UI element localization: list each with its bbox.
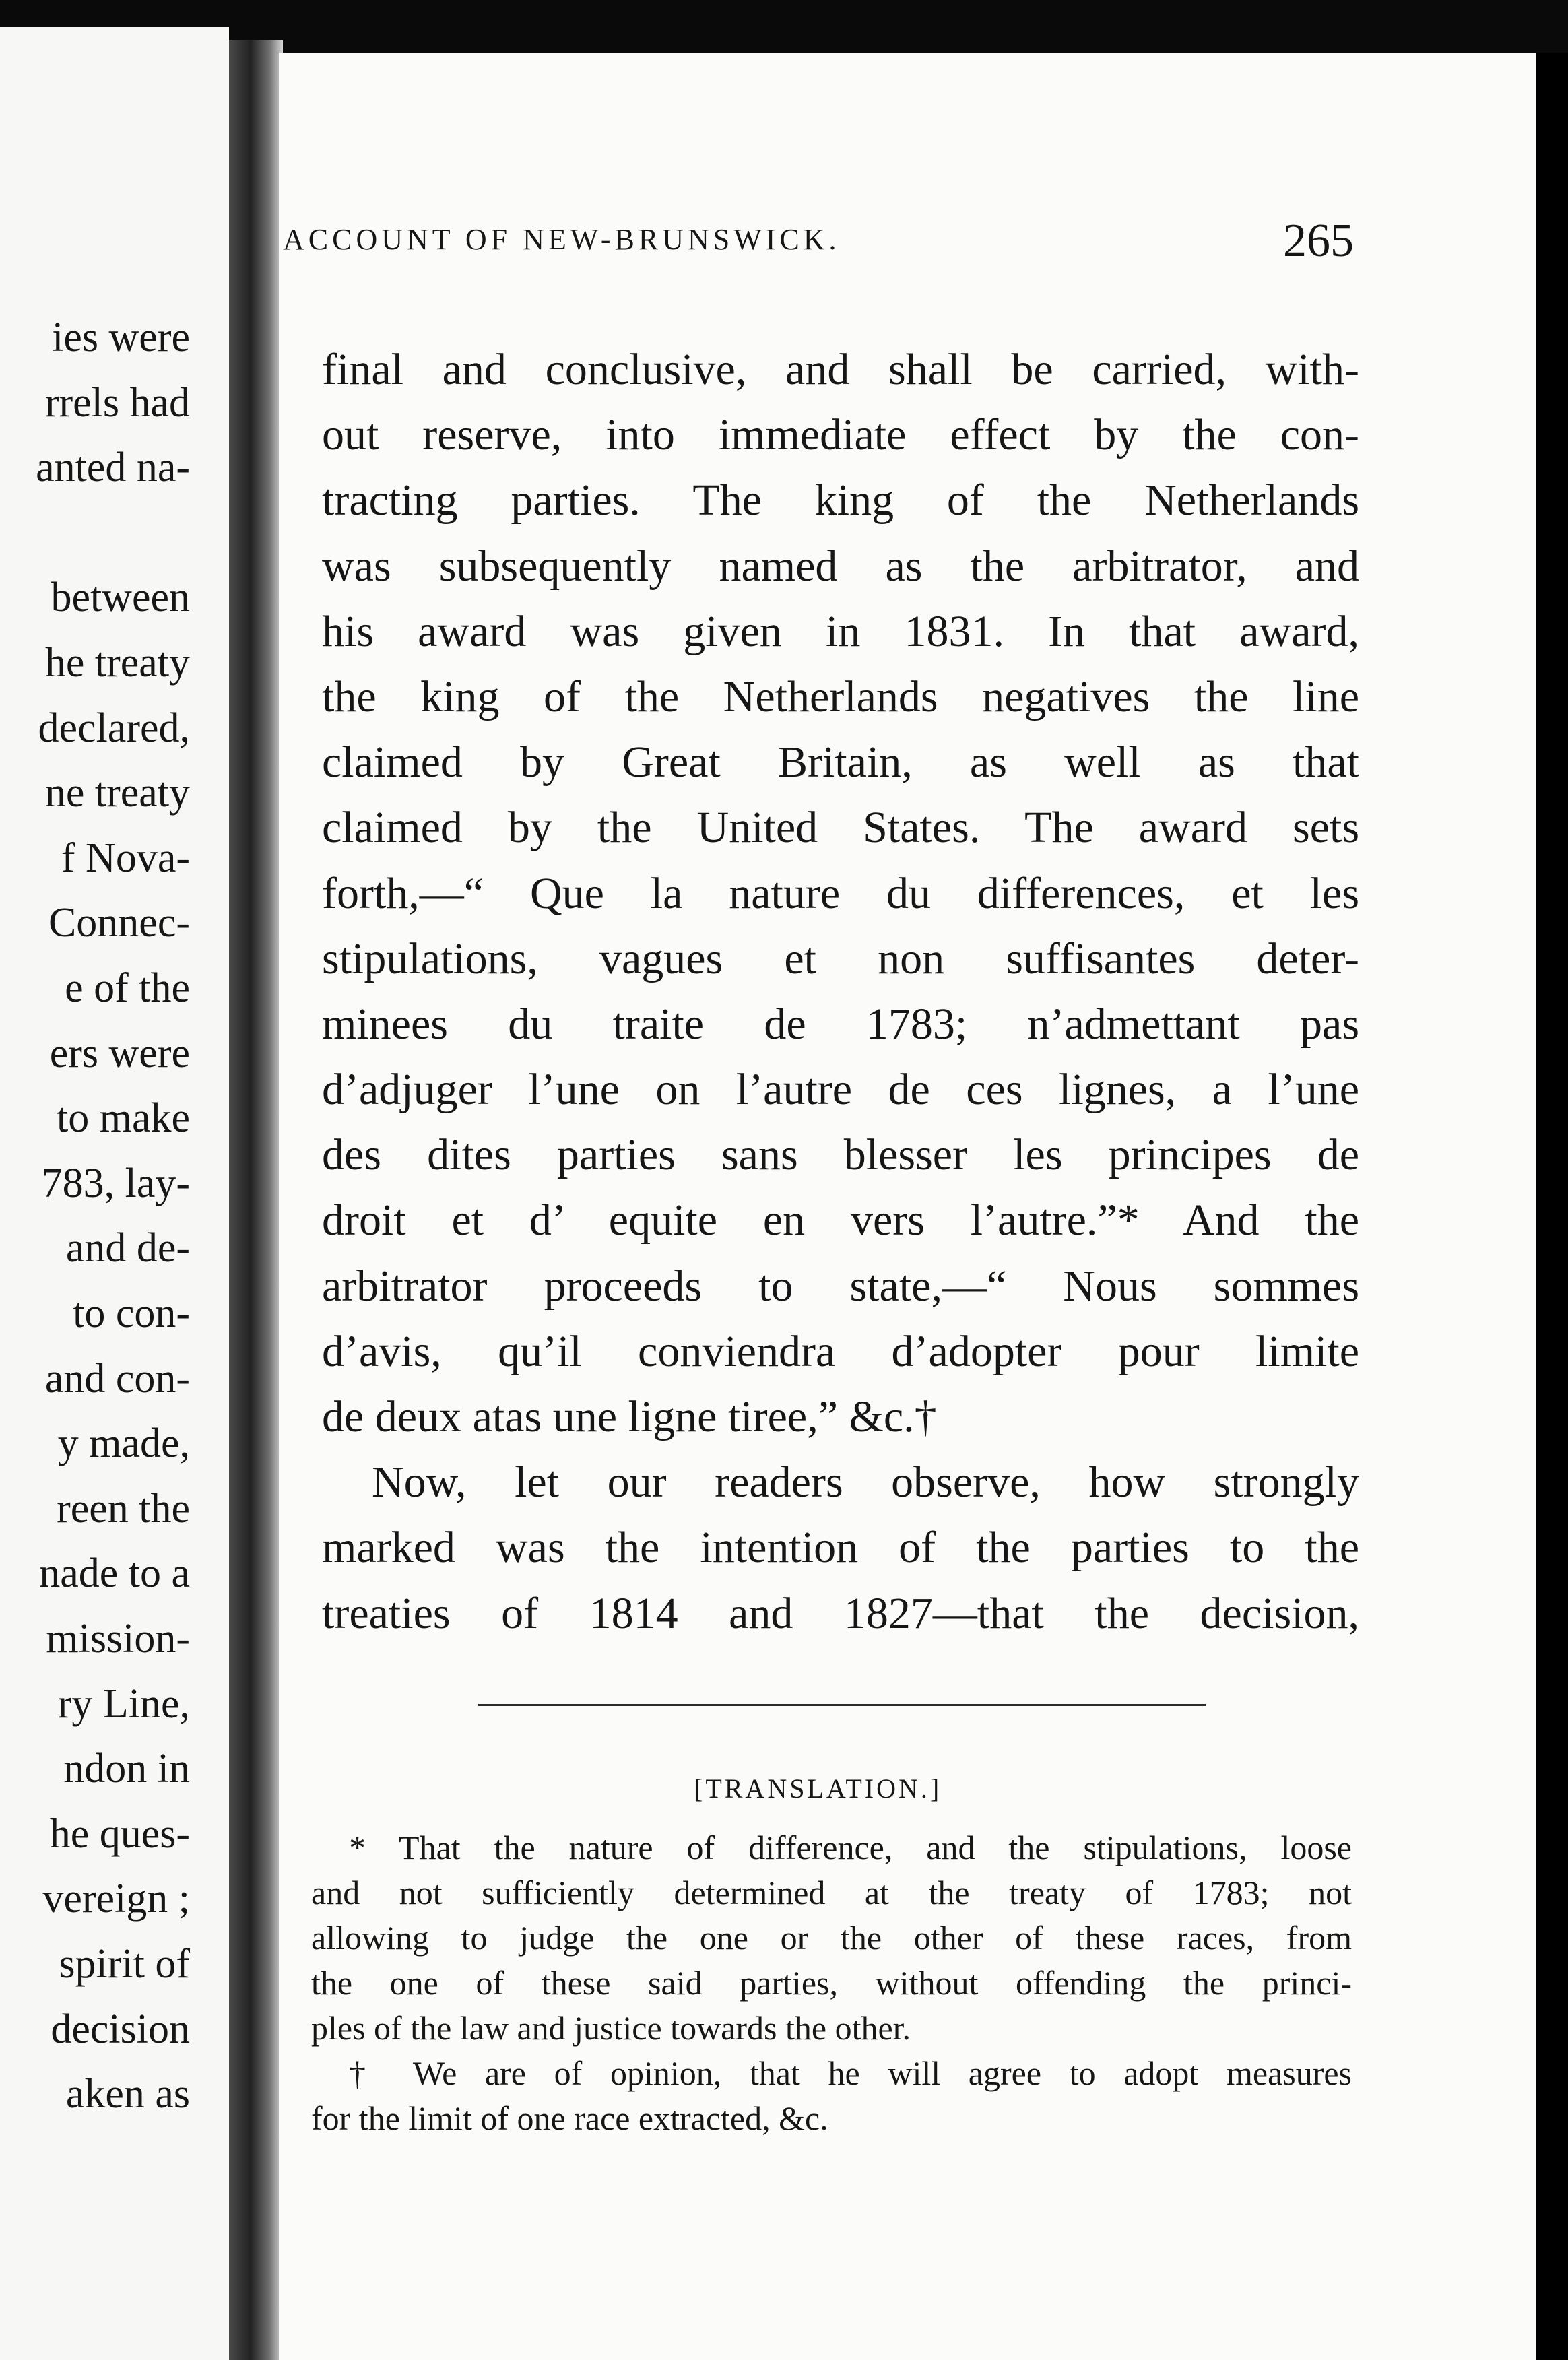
body-line: his award was given in 1831. In that award, xyxy=(322,606,1359,656)
body-line: arbitrator proceeds to state,—“ Nous sommes xyxy=(322,1261,1359,1311)
body-line: final and conclusive, and shall be carried, with- xyxy=(322,345,1359,394)
body-line: stipulations, vagues et non suffisantes deter- xyxy=(322,933,1359,983)
body-line: minees du traite de 1783; n’admettant pas xyxy=(322,999,1359,1049)
left-page-line: vereign ; xyxy=(42,1876,190,1922)
left-page-line: Connec- xyxy=(48,900,190,946)
running-title: ACCOUNT OF NEW-BRUNSWICK. xyxy=(283,223,841,256)
book-spine xyxy=(229,40,283,2360)
left-page-line: reen the xyxy=(57,1485,190,1532)
left-page-line: ers were xyxy=(49,1030,190,1076)
left-page-line: f Nova- xyxy=(61,834,190,881)
body-line: marked was the intention of the parties to the xyxy=(322,1523,1359,1573)
left-page-line: ne treaty xyxy=(44,770,190,816)
left-page-line: e of the xyxy=(65,965,190,1011)
left-page-line: rrels had xyxy=(44,379,190,426)
left-page-line: he ques- xyxy=(49,1810,190,1857)
left-page-line: ies were xyxy=(52,315,190,360)
left-page-line: and con- xyxy=(44,1355,190,1402)
left-page-line: aken as xyxy=(65,2071,190,2118)
left-page-line: to con- xyxy=(73,1290,190,1336)
body-text xyxy=(322,337,1359,1646)
left-page-line: he treaty xyxy=(44,640,190,686)
page-number: 265 xyxy=(1283,215,1354,267)
left-page-line: decision xyxy=(51,2006,190,2052)
body-line: claimed by the United States. The award sets xyxy=(322,803,1359,853)
footnote-line: allowing to judge the one or the other of these races, from xyxy=(311,1919,1352,1957)
right-edge xyxy=(1536,53,1568,2360)
body-line: treaties of 1814 and 1827—that the decision, xyxy=(322,1588,1359,1638)
translation-heading: [TRANSLATION.] xyxy=(694,1773,942,1804)
body-line: out reserve, into immediate effect by the con- xyxy=(322,410,1359,460)
left-page-line: anted na- xyxy=(36,445,190,491)
footnotes xyxy=(311,1825,1352,2141)
footnote-line: the one of these said parties, without offending the princi- xyxy=(311,1964,1352,2002)
footnote-line: for the limit of one race extracted, &c. xyxy=(311,2099,828,2137)
footnote-line: and not sufficiently determined at the treaty of 1783; not xyxy=(311,1874,1352,1911)
body-line: d’adjuger l’une on l’autre de ces lignes, a l’une xyxy=(322,1065,1359,1115)
body-line: droit et d’ equite en vers l’autre.”* And the xyxy=(322,1195,1359,1245)
left-page-line: to make xyxy=(57,1095,190,1142)
body-line: d’avis, qu’il conviendra d’adopter pour limite xyxy=(322,1326,1359,1376)
left-page-line: spirit of xyxy=(59,1941,190,1987)
left-page-line: 783, lay- xyxy=(41,1160,190,1206)
footnote-line: * That the nature of difference, and the stipulations, loose xyxy=(349,1829,1352,1866)
footnote-line: ples of the law and justice towards the other. xyxy=(311,2009,911,2047)
body-line: was subsequently named as the arbitrator, and xyxy=(322,541,1359,591)
left-page-line: y made, xyxy=(57,1420,190,1467)
left-page-line: ry Line, xyxy=(57,1680,190,1727)
left-page-line: between xyxy=(51,575,190,621)
footnote-divider xyxy=(478,1704,1206,1706)
body-line: the king of the Netherlands negatives the line xyxy=(322,671,1359,721)
body-line: Now, let our readers observe, how strongly xyxy=(372,1457,1359,1507)
left-page-line: and de- xyxy=(65,1225,190,1272)
body-line: des dites parties sans blesser les principes de xyxy=(322,1130,1359,1180)
footnote-line: † We are of opinion, that he will agree to adopt measures xyxy=(349,2054,1352,2092)
left-page-line: mission- xyxy=(46,1616,190,1662)
left-page xyxy=(0,27,229,2360)
body-line: tracting parties. The king of the Netherlands xyxy=(322,476,1359,525)
body-line: forth,—“ Que la nature du differences, et les xyxy=(322,868,1359,918)
left-page-line: ndon in xyxy=(63,1746,190,1792)
body-line: de deux atas une ligne tiree,” &c.† xyxy=(322,1392,937,1441)
body-line: claimed by Great Britain, as well as that xyxy=(322,738,1359,787)
left-page-line: declared, xyxy=(38,704,190,751)
left-page-line: nade to a xyxy=(39,1550,190,1597)
